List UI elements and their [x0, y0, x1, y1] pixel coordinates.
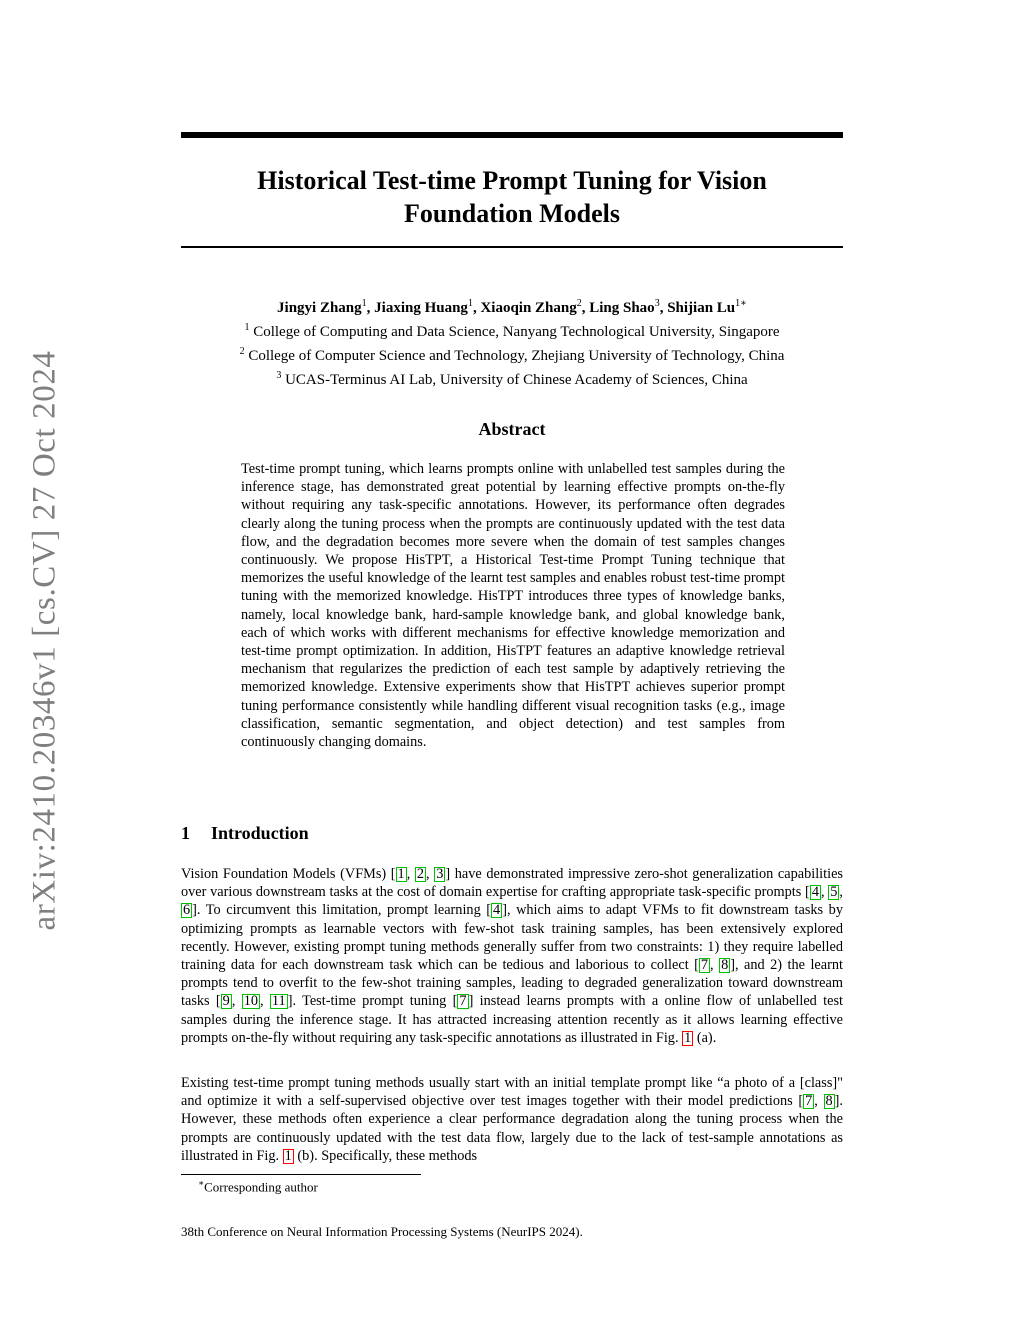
affiliation-3	[181, 366, 843, 390]
text-run: (b). Specifically, these methods	[293, 1147, 478, 1164]
arxiv-side-stamp	[10, 320, 80, 960]
citation-link[interactable]: 2	[416, 866, 425, 882]
author-4: Ling Shao	[589, 300, 655, 316]
figure-link[interactable]: 1	[684, 1029, 692, 1046]
figure-link[interactable]: 1	[284, 1147, 292, 1164]
citation-link[interactable]: 4	[811, 884, 819, 901]
footnote	[198, 1178, 318, 1195]
footnote-rule	[181, 1174, 421, 1175]
affiliation-2-num: 2	[239, 346, 245, 357]
author-3-affil: 2	[576, 298, 582, 309]
text-run: Existing test-time prompt tuning methods usually start with an initial template prompt like “a photo of a [class]" and optimize it with a self-supervised objective over test images together with their model predictions [	[181, 1075, 843, 1110]
abstract-body: Test-time prompt tuning, which learns prompts online with unlabelled test samples during the inference stage, has demonstrated great potential by learning effective prompts on-the-fly without requiring any task-specific annotations. However, its performance often degrades clearly along the tuning process when the prompts are continuously updated with the test data flow, and the degradation becomes more severe when the domain of test samples changes continuously. We propose HisTPT, a Historical Test-time Prompt Tuning technique that memorizes the useful knowledge of the learnt test samples and enables robust test-time prompt tuning with the memorized knowledge. HisTPT introduces three types of knowledge banks, namely, local knowledge bank, hard-sample knowledge bank, and global knowledge bank, each of which works with different mechanisms for effective knowledge memorization and test-time prompt optimization. In addition, HisTPT features an adaptive knowledge retrieval mechanism that regularizes the prediction of each test sample by adaptively retrieving the memorized knowledge. Extensive experiments show that HisTPT achieves superior prompt tuning performance consistently while handling different visual recognition tasks (e.g., image classification, semantic segmentation, and object detection) and test samples from continuously changing domains.	[241, 461, 785, 751]
conference-note: 38th Conference on Neural Information Processing Systems (NeurIPS 2024).	[181, 1224, 583, 1239]
author-names: Jingyi Zhang$^1$, Jiaxing Huang$^1$, Xiaoqin Zhang$^2$, Ling Shao$^3$, Shijian $Lu^{1∗}$	[277, 298, 747, 316]
text-run: ] instead learns prompts with a online flow of unlabelled test samples during the inference stage. It has attracted increasing attention recently as it allows learning effective prompts on-the-fly without requiring any task-specific annotations as illustrated in Fig.	[181, 993, 843, 1046]
text-run: Vision Foundation Models (VFMs) [	[181, 866, 396, 882]
citation-link[interactable]: 8	[825, 1093, 833, 1110]
text-run: ] have demonstrated impressive zero-shot generalization capabilities over various downstream tasks at the cost of domain expertise for crafting appropriate task-specific prompts [	[181, 866, 843, 901]
citation-link[interactable]: 4	[493, 902, 501, 919]
citation-link[interactable]: 7	[459, 993, 467, 1010]
footnote-text: Corresponding author	[204, 1179, 318, 1195]
text-run: ]. To circumvent this limitation, prompt learning [	[192, 902, 492, 919]
section-heading-introduction	[181, 823, 843, 844]
affiliation-2-text: College of Computer Science and Technology, Zhejiang University of Technology, China	[248, 348, 785, 364]
author-block	[181, 294, 843, 390]
author-2-affil: 1	[467, 298, 473, 309]
citation-link[interactable]: 6	[183, 902, 191, 919]
author-2: Jiaxing Huang	[374, 300, 468, 316]
citation-link[interactable]: 10	[243, 993, 259, 1010]
intro-paragraph-2: Existing test-time prompt tuning methods usually start with an initial template prompt like “a photo of a [class]" and optimize it with a self-supervised objective over test images together with their model predictions [ 7 , 8 ]. However, these methods often experience a clear performance degradation along the tuning process when the prompts are continuously updated with the test data flow, largely due to the lack of test-sample annotations as illustrated in Fig. 1 (b). Specifically, these methods	[181, 1075, 843, 1164]
author-5: Shijian Lu	[667, 300, 736, 316]
intro-paragraph-1: Vision Foundation Models (VFMs) [ 1 , 2 , 3 ] have demonstrated impressive zero-shot generalization capabilities over various downstream tasks at the cost of domain expertise for crafting appropriate task-specific prompts [ 4 , 5 , 6 ]. To circumvent this limitation, prompt learning [ 4 ], which aims to adapt VFMs to fit downstream tasks by optimizing prompts as learnable vectors with few-shot task training samples, has been extensively explored recently. However, existing prompt tuning methods generally suffer from two constraints: 1) they require labelled training data for each downstream task which can be tedious and laborious to collect [ 7 , 8 ], and 2) the learnt prompts tend to overfit to the few-shot training samples, leading to degraded generalization toward downstream tasks [ 9 , 10 , 11 ]. Test-time prompt tuning [ 7 ] instead learns prompts with a online flow of unlabelled test samples during the inference stage. It has attracted increasing attention recently as it allows learning effective prompts on-the-fly without requiring any task-specific annotations as illustrated in Fig. 1 (a).	[181, 866, 843, 1046]
title-line-1: Historical Test-time Prompt Tuning for Vision	[257, 166, 767, 195]
citation-link[interactable]: 11	[271, 993, 286, 1010]
arxiv-identifier: arXiv:2410.20346v1 [cs.CV] 27 Oct 2024	[26, 349, 63, 931]
title-bottom-rule	[181, 246, 843, 248]
citation-link[interactable]: 9	[222, 993, 230, 1010]
citation-link[interactable]: 7	[700, 957, 709, 974]
title-line-2: Foundation Models	[404, 199, 620, 228]
affiliation-3-num: 3	[276, 370, 282, 381]
footnote-mark: ∗	[198, 1178, 205, 1188]
citation-link[interactable]: 1	[397, 866, 405, 882]
text-run: (a).	[693, 1029, 717, 1046]
text-run: ], and 2) the learnt prompts tend to overfit to the few-shot training samples, leading to degraded generalization toward downstream tasks [	[181, 957, 843, 1010]
affiliation-1-text: College of Computing and Data Science, Nanyang Technological University, Singapore	[253, 324, 780, 340]
affiliation-1-num: 1	[244, 322, 250, 333]
author-1-affil: 1	[361, 298, 367, 309]
author-1: Jingyi Zhang	[277, 300, 362, 316]
author-4-affil: 3	[654, 298, 660, 309]
citation-link[interactable]: 5	[830, 884, 838, 901]
author-3: Xiaoqin Zhang	[480, 300, 577, 316]
citation-link[interactable]: 3	[436, 866, 444, 882]
affiliation-3-text: UCAS-Terminus AI Lab, University of Chinese Academy of Sciences, China	[285, 372, 748, 388]
section-title: Introduction	[211, 823, 309, 843]
abstract-heading: Abstract	[478, 419, 546, 439]
section-number: 1	[181, 823, 190, 843]
citation-link[interactable]: 8	[721, 957, 729, 974]
paper-title	[181, 164, 843, 230]
text-run: ], which aims to adapt VFMs to fit downstream tasks by optimizing prompts as learnable vectors with few-shot task training samples, has been extensively explored recently. However, existing prompt tuning methods generally suffer from two constraints: 1) they require labelled training data for each downstream task which can be tedious and laborious to collect [	[181, 902, 843, 974]
text-run: ]. Test-time prompt tuning [	[287, 993, 458, 1010]
text-run: ]. However, these methods often experience a clear performance degradation along the tuning process when the prompts are continuously updated with the test data flow, largely due to the lack of test-sample annotations as illustrated in Fig.	[181, 1093, 843, 1164]
citation-link[interactable]: 7	[805, 1093, 813, 1110]
title-top-rule	[181, 132, 843, 138]
affiliation-2	[181, 342, 843, 366]
author-5-affil: 1∗	[735, 298, 747, 309]
affiliation-1	[181, 318, 843, 342]
